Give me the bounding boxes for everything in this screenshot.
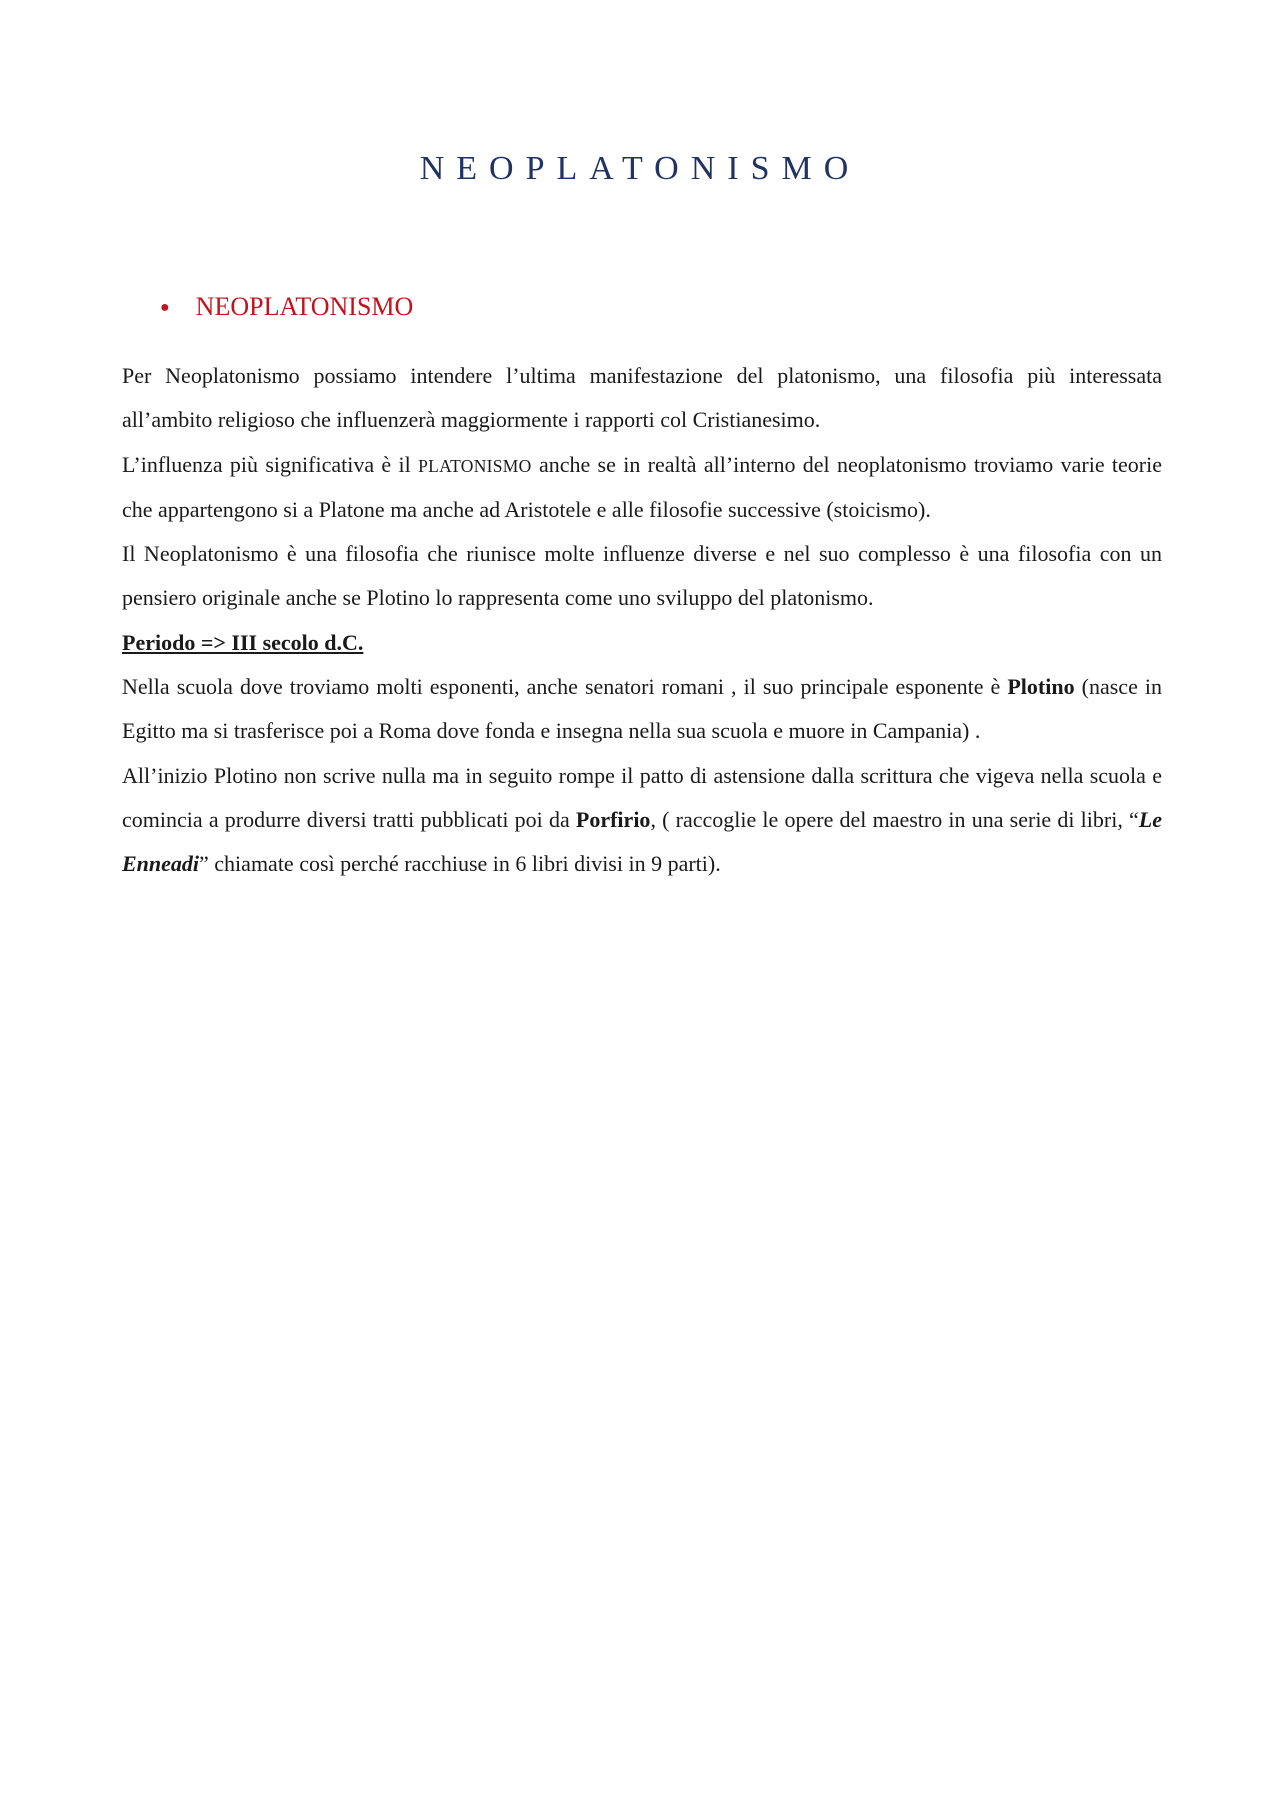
porfirio-name: Porfirio [575,806,651,832]
page-title: NEOPLATONISMO [419,150,861,187]
section-heading [160,292,413,322]
body-text [122,354,1162,887]
paragraph-2 [122,443,1162,533]
paragraph-2-start: L’influenza più significativa è il [122,451,419,477]
paragraph-2-end: anche se in realtà all’interno del neoplatonismo troviamo varie teorie che appartengono si a Platone ma anche ad Aristotele e alle filosofie successive (stoicismo). [122,451,1162,522]
plotino-name: Plotino [1007,674,1075,700]
paragraph-1: Per Neoplatonismo possiamo intendere l’ultima manifestazione del platonismo, una filosofia più interessata all’ambito religioso che influenzerà maggiormente i rapporti col Cristianesimo. [122,363,1162,433]
paragraph-4 [122,665,1162,754]
section-heading-label: NEOPLATONISMO [195,292,414,321]
paragraph-4-start: Nella scuola dove troviamo molti esponenti, anche senatori romani , il suo principale esponente è [122,674,1008,700]
paragraph-5-end: ” chiamate così perché racchiuse in 6 libri divisi in 9 parti). [199,851,721,877]
paragraph-4-end: (nasce in Egitto ma si trasferisce poi a Roma dove fonda e insegna nella sua scuola e muore in Campania) . [122,674,1162,744]
bullet-icon: ● [160,299,170,316]
period-label: Periodo => III secolo d.C. [122,629,364,655]
paragraph-5-start: All’inizio Plotino non scrive nulla ma in seguito rompe il patto di astensione dalla scrittura che vigeva nella scuola e comincia a produrre diversi tratti pubblicati poi da [122,762,1162,832]
paragraph-3: Il Neoplatonismo è una filosofia che riunisce molte influenze diverse e nel suo complesso è una filosofia con un pensiero originale anche se Plotino lo rappresenta come uno sviluppo del platonismo. [122,541,1162,611]
platonismo-term: PLATONISMO [418,455,532,476]
paragraph-5-mid: , ( raccoglie le opere del maestro in una serie di libri, “ [650,806,1139,832]
enneadi-title: Le Enneadi [122,806,1162,877]
paragraph-5 [122,754,1162,887]
period-line [122,621,1162,665]
